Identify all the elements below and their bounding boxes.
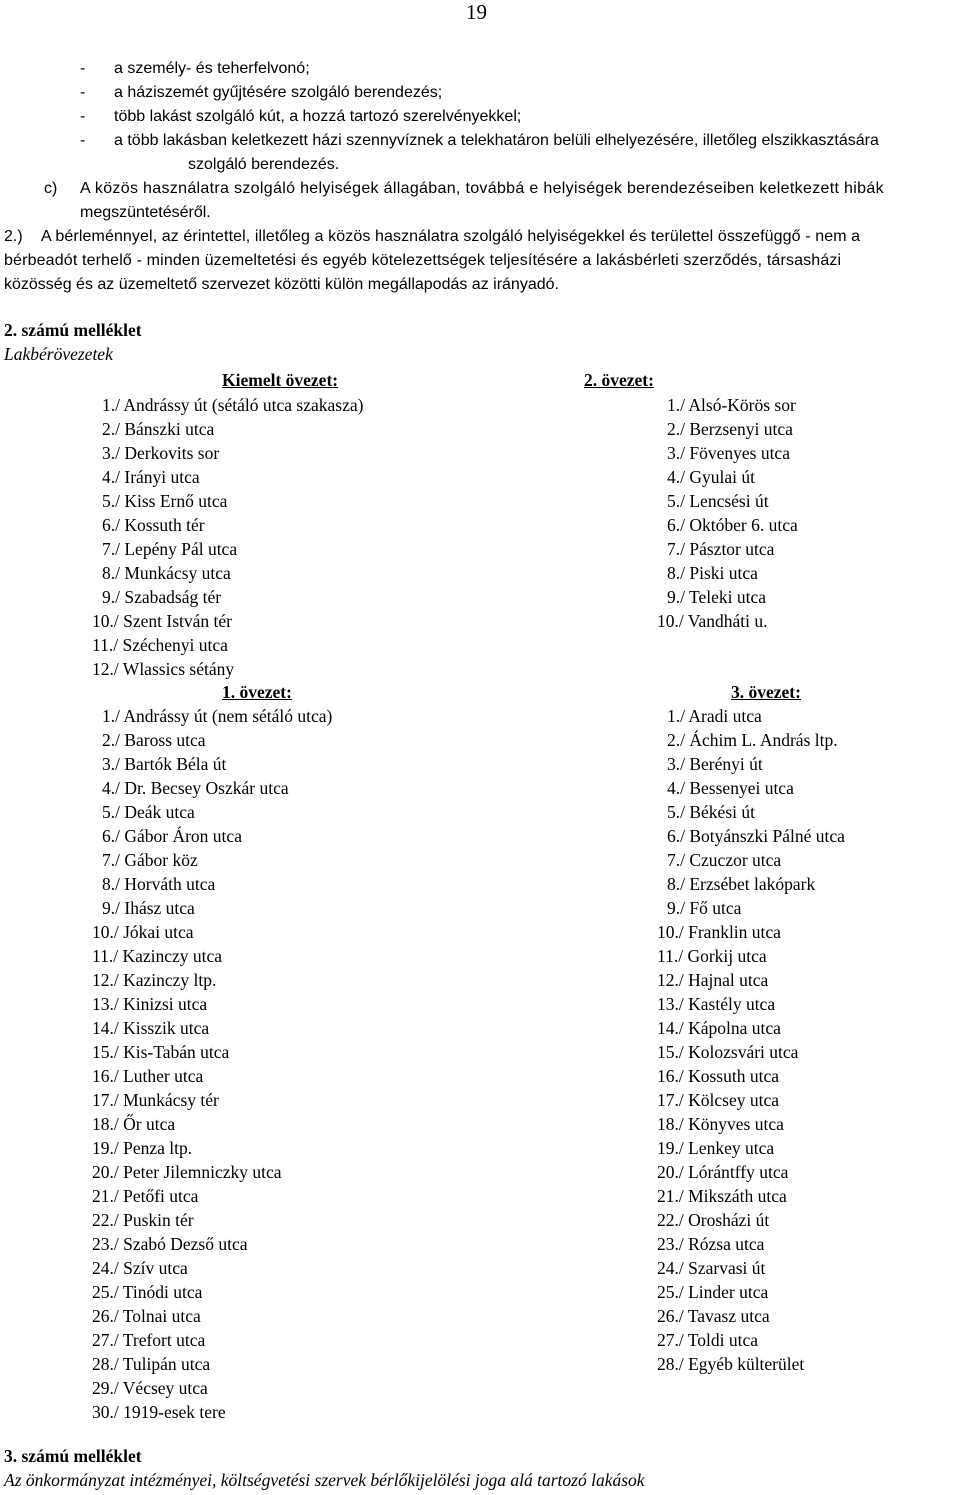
item-c-line1: A közös használatra szolgáló helyiségek állagában, továbbá e helyiségek berendezéseiben keletkezett hibák <box>80 180 884 197</box>
list-item: 3./ Fövenyes utca <box>667 443 790 463</box>
list-item: 11./ Kazinczy utca <box>92 946 223 966</box>
list-item: 8./ Munkácsy utca <box>102 563 231 583</box>
list-item: 21./ Petőfi utca <box>92 1186 199 1206</box>
list-item: 25./ Linder utca <box>657 1282 769 1302</box>
item-c-line2: megszüntetéséről. <box>80 204 211 221</box>
zone-kiemelt-heading: Kiemelt övezet: <box>222 370 339 390</box>
list-item: 9./ Teleki utca <box>667 587 767 607</box>
annex-2-subtitle: Lakbérövezetek <box>4 344 113 364</box>
list-item: 12./ Kazinczy ltp. <box>92 970 217 990</box>
list-item: 2./ Baross utca <box>102 730 206 750</box>
list-item: 2./ Bánszki utca <box>102 419 215 439</box>
list-item: 18./ Őr utca <box>92 1114 176 1134</box>
list-item: 1./ Alsó-Körös sor <box>667 395 796 415</box>
list-item: 1./ Andrássy út (sétáló utca szakasza) <box>102 395 364 415</box>
list-item: 27./ Trefort utca <box>92 1330 206 1350</box>
zone-2-heading: 2. övezet: <box>584 370 654 390</box>
list-item: 10./ Szent István tér <box>92 611 232 631</box>
list-item: 26./ Tavasz utca <box>657 1306 770 1326</box>
list-item: 1./ Andrássy út (nem sétáló utca) <box>102 706 333 726</box>
list-item: 8./ Erzsébet lakópark <box>667 874 816 894</box>
list-item: 25./ Tinódi utca <box>92 1282 203 1302</box>
list-item: 2./ Berzsenyi utca <box>667 419 793 439</box>
list-item: 26./ Tolnai utca <box>92 1306 201 1326</box>
list-item: 6./ Gábor Áron utca <box>102 826 242 846</box>
list-item: 20./ Lórántffy utca <box>657 1162 789 1182</box>
item-2-line2: bérbeadót terhelő - minden üzemeltetési és egyéb kötelezettségek teljesítésére a lakásbérleti szerződés, társasházi <box>4 252 842 269</box>
list-item: 7./ Lepény Pál utca <box>102 539 238 559</box>
annex-3-subtitle: Az önkormányzat intézményei, költségvetési szervek bérlőkijelölési joga alá tartozó lakások <box>4 1470 645 1490</box>
list-item: 28./ Egyéb külterület <box>657 1354 805 1374</box>
list-item: 13./ Kinizsi utca <box>92 994 208 1014</box>
zone-1-list <box>92 704 333 1424</box>
list-item: 14./ Kápolna utca <box>657 1018 781 1038</box>
list-item: 17./ Munkácsy tér <box>92 1090 219 1110</box>
list-item: 3./ Berényi út <box>667 754 763 774</box>
list-item: 18./ Könyves utca <box>657 1114 784 1134</box>
list-item: 9./ Szabadság tér <box>102 587 222 607</box>
list-item: 11./ Gorkij utca <box>657 946 767 966</box>
list-item: 3./ Derkovits sor <box>102 443 220 463</box>
list-item: 4./ Dr. Becsey Oszkár utca <box>102 778 289 798</box>
list-item: 20./ Peter Jilemniczky utca <box>92 1162 282 1182</box>
zone-kiemelt-list <box>92 393 364 681</box>
list-item: 23./ Rózsa utca <box>657 1234 765 1254</box>
list-item: 7./ Pásztor utca <box>667 539 775 559</box>
list-item: 4./ Irányi utca <box>102 467 200 487</box>
list-item: 12./ Wlassics sétány <box>92 659 235 679</box>
list-item: 13./ Kastély utca <box>657 994 776 1014</box>
annex-3-title: 3. számú melléklet <box>4 1446 142 1466</box>
annex-2-title: 2. számú melléklet <box>4 320 142 340</box>
list-item: 19./ Lenkey utca <box>657 1138 775 1158</box>
list-item: 8./ Piski utca <box>667 563 758 583</box>
list-item: 29./ Vécsey utca <box>92 1378 208 1398</box>
list-item: 15./ Kolozsvári utca <box>657 1042 799 1062</box>
list-item: 3./ Bartók Béla út <box>102 754 227 774</box>
list-item: 16./ Luther utca <box>92 1066 204 1086</box>
list-item: 6./ Botyánszki Pálné utca <box>667 826 845 846</box>
zone-1-heading: 1. övezet: <box>222 682 292 702</box>
list-item: 27./ Toldi utca <box>657 1330 759 1350</box>
list-item: 7./ Czuczor utca <box>667 850 782 870</box>
list-item: 16./ Kossuth utca <box>657 1066 780 1086</box>
list-item: 14./ Kisszik utca <box>92 1018 210 1038</box>
list-item: 30./ 1919-esek tere <box>92 1402 226 1422</box>
list-item: 22./ Orosházi út <box>657 1210 770 1230</box>
list-item: 24./ Szarvasi út <box>657 1258 766 1278</box>
list-item: 9./ Ihász utca <box>102 898 195 918</box>
list-item: 24./ Szív utca <box>92 1258 188 1278</box>
list-item: 12./ Hajnal utca <box>657 970 769 990</box>
zone-3-heading: 3. övezet: <box>731 682 801 702</box>
list-item: 4./ Bessenyei utca <box>667 778 794 798</box>
list-item: 1./ Aradi utca <box>667 706 762 726</box>
list-item: 10./ Franklin utca <box>657 922 781 942</box>
item-c-label: c) <box>44 180 58 197</box>
list-item: 21./ Mikszáth utca <box>657 1186 787 1206</box>
list-item: 8./ Horváth utca <box>102 874 216 894</box>
list-item: 10./ Jókai utca <box>92 922 194 942</box>
list-item: 22./ Puskin tér <box>92 1210 194 1230</box>
list-item: 9./ Fő utca <box>667 898 742 918</box>
list-item: 5./ Deák utca <box>102 802 195 822</box>
list-item: 2./ Áchim L. András ltp. <box>667 730 838 750</box>
list-item: 7./ Gábor köz <box>102 850 198 870</box>
list-item: 6./ Kossuth tér <box>102 515 205 535</box>
list-item: 5./ Lencsési út <box>667 491 769 511</box>
list-item: 6./ Október 6. utca <box>667 515 798 535</box>
list-item: 15./ Kis-Tabán utca <box>92 1042 230 1062</box>
zone-3-list <box>657 704 845 1376</box>
item-2-line3: közösség és az üzemeltető szervezet közötti külön megállapodás az irányadó. <box>4 276 559 293</box>
list-item: 11./ Széchenyi utca <box>92 635 228 655</box>
list-item: 4./ Gyulai út <box>667 467 755 487</box>
page-number: 19 <box>466 0 487 24</box>
list-item: 17./ Kölcsey utca <box>657 1090 779 1110</box>
list-item: 19./ Penza ltp. <box>92 1138 193 1158</box>
dash-item-continuation: szolgáló berendezés. <box>188 156 340 173</box>
item-2-line1: A bérleménnyel, az érintettel, illetőleg a közös használatra szolgáló helyiségekkel és területtel összefüggő - nem a <box>41 228 861 245</box>
list-item: 5./ Kiss Ernő utca <box>102 491 228 511</box>
item-2-label: 2.) <box>4 228 23 245</box>
list-item: 10./ Vandháti u. <box>657 611 768 631</box>
list-item: 23./ Szabó Dezső utca <box>92 1234 248 1254</box>
zone-2-list <box>657 393 798 633</box>
list-item: 28./ Tulipán utca <box>92 1354 211 1374</box>
list-item: 5./ Békési út <box>667 802 755 822</box>
